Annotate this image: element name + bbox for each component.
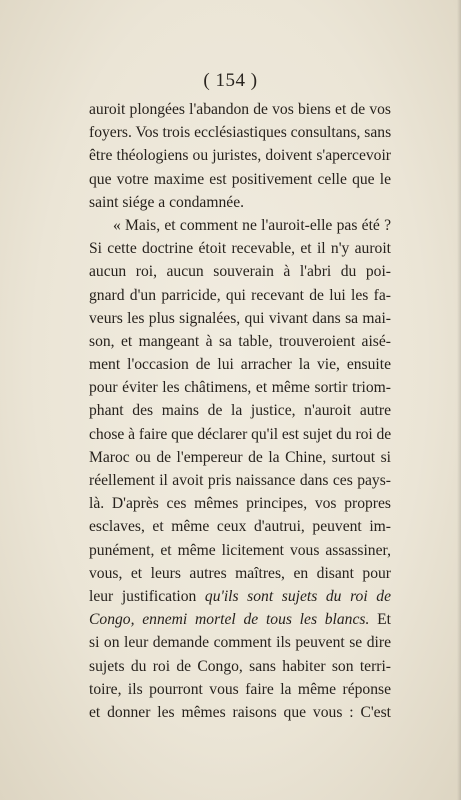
page-text xyxy=(89,98,391,724)
italic-text: Congo, ennemi mortel de tous les blancs. xyxy=(89,611,370,629)
text-line-mixed xyxy=(89,585,391,608)
text-line: pour éviter les châtimens, et même sortir triom- xyxy=(89,379,391,397)
text-line-mixed xyxy=(89,608,391,631)
text-line: être théologiens ou juristes, doivent s'apercevoir xyxy=(89,147,391,165)
text-line: que votre maxime est positivement celle que le xyxy=(89,170,391,188)
page-edge-shadow xyxy=(457,0,461,800)
text-line: toire, ils pourront vous faire la même réponse xyxy=(89,680,391,698)
text-line: son, et mangeant à sa table, trouveroient aisé- xyxy=(89,332,391,350)
text-line: si on leur demande comment ils peuvent se dire xyxy=(89,634,391,652)
text-line: et donner les mêmes raisons que vous : C'est xyxy=(89,703,391,721)
text-fragment: leur justification xyxy=(89,587,205,605)
text-line: punément, et même licitement vous assassiner, xyxy=(89,541,391,559)
page-number: ( 154 ) xyxy=(203,70,258,91)
text-line: Si cette doctrine étoit recevable, et il n'y auroit xyxy=(89,240,391,258)
text-line: « Mais, et comment ne l'auroit-elle pas été ? xyxy=(113,216,391,234)
text-line: auroit plongées l'abandon de vos biens et de vos xyxy=(89,101,391,118)
text-line: esclaves, et même ceux d'autrui, peuvent im- xyxy=(89,518,391,536)
text-line: chose à faire que déclarer qu'il est sujet du roi de xyxy=(89,425,392,443)
text-line: gnard d'un parricide, qui recevant de lui les fa- xyxy=(89,286,391,304)
italic-text: qu'ils sont sujets du roi de xyxy=(204,587,391,605)
text-line: Maroc ou de l'empereur de la Chine, surtout si xyxy=(89,448,391,466)
text-line: là. D'après ces mêmes principes, vos propres xyxy=(89,495,391,513)
text-line: foyers. Vos trois ecclésiastiques consultans, sans xyxy=(89,124,392,142)
text-line: veurs les plus signalées, qui vivant dans sa mai- xyxy=(89,309,391,327)
text-line: sujets du roi de Congo, sans habiter son terri- xyxy=(89,657,391,675)
text-line: ment l'occasion de lui arracher la vie, ensuite xyxy=(89,356,391,374)
text-line: vous, et leurs autres maîtres, en disant pour xyxy=(89,564,391,582)
text-fragment: Et xyxy=(369,611,391,629)
text-line: aucun roi, aucun souverain à l'abri du poi- xyxy=(89,263,391,281)
text-line: réellement il avoit pris naissance dans ces pays- xyxy=(89,472,391,489)
text-line: saint siége a condamnée. xyxy=(89,193,245,211)
text-line: phant des mains de la justice, n'auroit autre xyxy=(89,402,391,420)
